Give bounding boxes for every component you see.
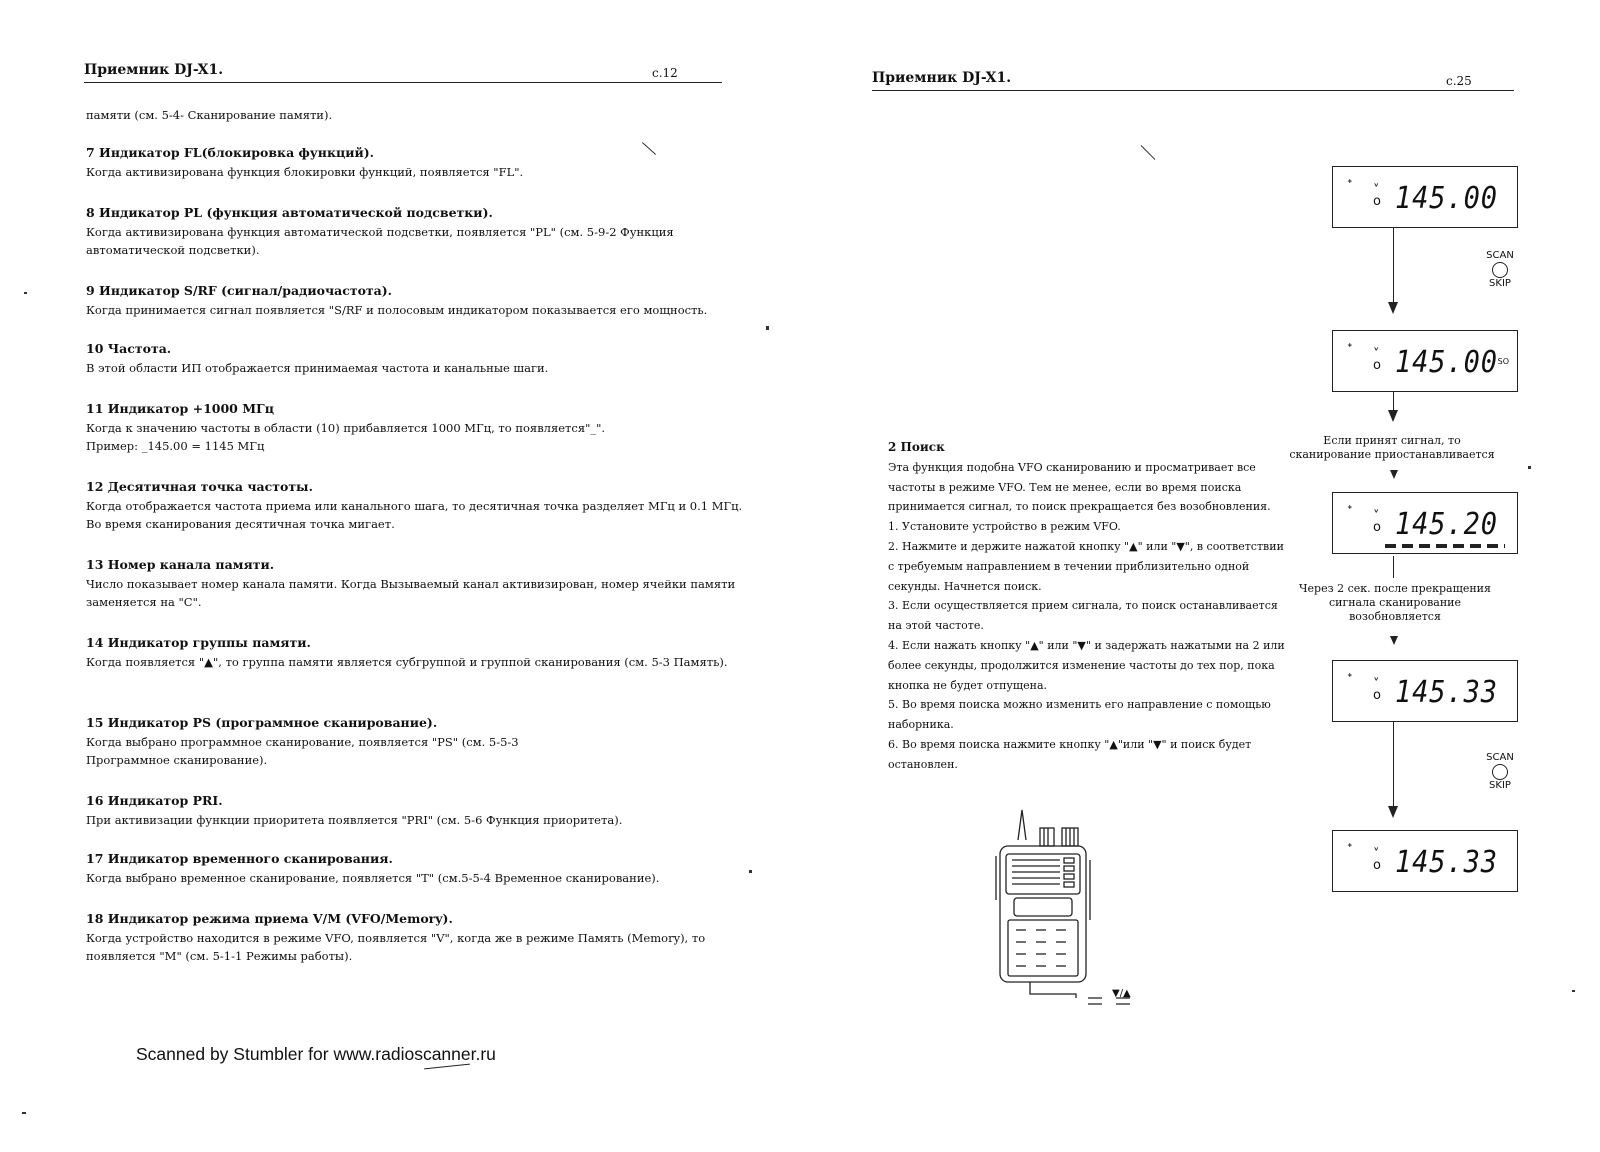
search-paragraph: 6. Во время поиска нажмите кнопку "▲"или "▼" и поиск будет остановлен. (888, 737, 1252, 771)
section-body: Когда отображается частота приема или канального шага, то десятичная точка разделяет МГц и 0.1 МГц. Во время сканирования десятичная точка мигает. (86, 498, 743, 531)
speck (22, 1112, 26, 1114)
search-paragraph: 3. Если осуществляется прием сигнала, то поиск останавливается на этой частоте. (888, 599, 1278, 633)
indicator-section (86, 204, 746, 260)
lcd-frequency: 145.00 (1395, 181, 1498, 216)
lcd-display-5 (1332, 830, 1518, 892)
section-body: Когда появляется "▲", то группа памяти является субгруппой и группой сканирования (см. 5-3 Память). (86, 654, 728, 669)
vo-indicator-icon: ˅ o (1373, 847, 1381, 873)
scan-circle-icon (1492, 262, 1508, 278)
section-body: Когда активизирована функция автоматической подсветки, появляется "PL" (см. 5-9-2 Функция автоматической подсветки). (86, 224, 674, 257)
indicator-section (86, 478, 746, 534)
indicator-section (86, 556, 746, 612)
arrow-down-icon (1388, 806, 1398, 818)
lcd-frequency: 145.33 (1395, 675, 1498, 710)
lcd-display-2 (1332, 330, 1518, 392)
arrow-down-icon (1388, 302, 1398, 314)
arrow-down-icon (1390, 470, 1398, 479)
indicator-section (86, 910, 746, 966)
section-heading: 9 Индикатор S/RF (сигнал/радиочастота). (86, 283, 393, 298)
search-paragraph: 5. Во время поиска можно изменить его направление с помощью наборника. (888, 698, 1271, 732)
antenna-icon: ᐩ (1347, 503, 1353, 519)
signal-bars-icon (1385, 544, 1505, 548)
indicator-section (86, 144, 746, 181)
section-body: Когда выбрано программное сканирование, появляется "PS" (см. 5-5-3 Программное сканирование). (86, 734, 519, 767)
section-heading: 14 Индикатор группы памяти. (86, 635, 311, 650)
arrow-buttons-label: ▼/▲ (1112, 988, 1131, 999)
search-section (888, 438, 1288, 775)
intro-line: памяти (см. 5-4- Сканирование памяти). (86, 108, 333, 122)
section-body: Когда выбрано временное сканирование, появляется "T" (см.5-5-4 Временное сканирование). (86, 870, 660, 885)
lcd-frequency: 145.00 (1395, 345, 1498, 380)
lcd-display-1 (1332, 166, 1518, 228)
section-heading: 13 Номер канала памяти. (86, 557, 275, 572)
section-body: Когда активизирована функция блокировки функций, появляется "FL". (86, 164, 524, 179)
flow-line (1393, 228, 1394, 302)
right-header-title: Приемник DJ-X1. (872, 70, 1012, 86)
speck (1572, 990, 1575, 992)
vo-indicator-icon: ˅ o (1373, 677, 1381, 703)
vo-indicator-icon: ˅ o (1373, 347, 1381, 373)
speck (1528, 466, 1531, 469)
scan-skip-indicator (1480, 752, 1520, 791)
note-resume: Через 2 сек. после прекращения сигнала сканирование возобновляется (1299, 582, 1491, 623)
right-page (790, 0, 1600, 1152)
section-body: Когда устройство находится в режиме VFO, появляется "V", когда же в режиме Память (Memory), то появляется "M" (см. 5-1-1 Режимы работы). (86, 930, 706, 963)
skip-label: SKIP (1489, 780, 1511, 791)
search-paragraph: 4. Если нажать кнопку "▲" или "▼" и задержать нажатыми на 2 или более секунды, продолжится изменение частоты до тех пор, пока кнопка не будет отпущена. (888, 638, 1285, 692)
search-paragraph: 2. Нажмите и держите нажатой кнопку "▲" или "▼", в соответствии с требуемым направлением в течении приблизительно одной секунды. Начнется поиск. (888, 539, 1284, 593)
scan-credit: Scanned by Stumbler for www.radioscanner.ru (136, 1044, 496, 1064)
search-paragraphs (888, 458, 1288, 775)
flow-line (1393, 392, 1394, 410)
section-heading: 12 Десятичная точка частоты. (86, 479, 313, 494)
skip-label: SKIP (1489, 278, 1511, 289)
stray-mark (1141, 145, 1156, 160)
search-paragraph: 1. Установите устройство в режим VFO. (888, 520, 1121, 534)
search-paragraph: Эта функция подобна VFO сканированию и просматривает все частоты в режиме VFO. Тем не менее, если во время поиска принимается сигнал, то поиск прекращается без возобновления. (888, 460, 1271, 514)
indicator-section (86, 634, 746, 671)
search-heading: 2 Поиск (888, 440, 945, 454)
section-heading: 8 Индикатор PL (функция автоматической подсветки). (86, 205, 493, 220)
lcd-frequency: 145.20 (1395, 507, 1498, 542)
antenna-icon: ᐩ (1347, 841, 1353, 857)
section-heading: 7 Индикатор FL(блокировка функций). (86, 145, 375, 160)
scan-circle-icon (1492, 764, 1508, 780)
scan-skip-indicator (1480, 250, 1520, 289)
scan-label: SCAN (1486, 752, 1514, 763)
left-page-number: с.12 (652, 66, 678, 80)
section-body: Когда к значению частоты в области (10) прибавляется 1000 МГц, то появляется"_". Пример: _145.00 = 1145 МГц (86, 420, 606, 453)
section-body: Число показывает номер канала памяти. Когда Вызываемый канал активизирован, номер ячейки памяти заменяется на "C". (86, 576, 736, 609)
speck (24, 292, 27, 294)
vo-indicator-icon: ˅ o (1373, 509, 1381, 535)
flow-line (1393, 556, 1394, 578)
section-body: При активизации функции приоритета появляется "PRI" (см. 5-6 Функция приоритета). (86, 812, 623, 827)
scan-label: SCAN (1486, 250, 1514, 261)
antenna-icon: ᐩ (1347, 341, 1353, 357)
vo-indicator-icon: ˅ o (1373, 183, 1381, 209)
speck (766, 326, 769, 330)
right-header-rule (872, 90, 1514, 91)
section-body: В этой области ИП отображается принимаемая частота и канальные шаги. (86, 360, 549, 375)
section-heading: 17 Индикатор временного сканирования. (86, 851, 393, 866)
indicator-section (86, 340, 746, 377)
arrow-down-icon (1388, 410, 1398, 422)
left-page (0, 0, 790, 1152)
section-body: Когда принимается сигнал появляется "S/RF и полосовым индикатором показывается его мощность. (86, 302, 708, 317)
note-paused: Если принят сигнал, то сканирование приостанавливается (1289, 434, 1495, 461)
lcd-display-3 (1332, 492, 1518, 554)
section-heading: 18 Индикатор режима приема V/M (VFO/Memory). (86, 911, 453, 926)
antenna-icon: ᐩ (1347, 671, 1353, 687)
arrow-down-icon (1390, 636, 1398, 645)
indicator-section (86, 282, 746, 319)
lcd-frequency: 145.33 (1395, 845, 1498, 880)
section-heading: 15 Индикатор PS (программное сканирование). (86, 715, 438, 730)
right-page-number: с.25 (1446, 74, 1472, 88)
flow-line (1393, 722, 1394, 806)
indicator-section (86, 850, 746, 887)
section-heading: 11 Индикатор +1000 МГц (86, 401, 274, 416)
lcd-display-4 (1332, 660, 1518, 722)
indicator-section (86, 792, 746, 829)
radio-illustration (990, 800, 1180, 1020)
indicator-section (86, 714, 746, 770)
left-header-rule (84, 82, 722, 83)
indicator-section (86, 400, 746, 456)
section-heading: 10 Частота. (86, 341, 172, 356)
left-header-title: Приемник DJ-X1. (84, 62, 224, 78)
speck (749, 870, 752, 873)
antenna-icon: ᐩ (1347, 177, 1353, 193)
so-indicator: SO (1497, 357, 1509, 366)
section-heading: 16 Индикатор PRI. (86, 793, 223, 808)
